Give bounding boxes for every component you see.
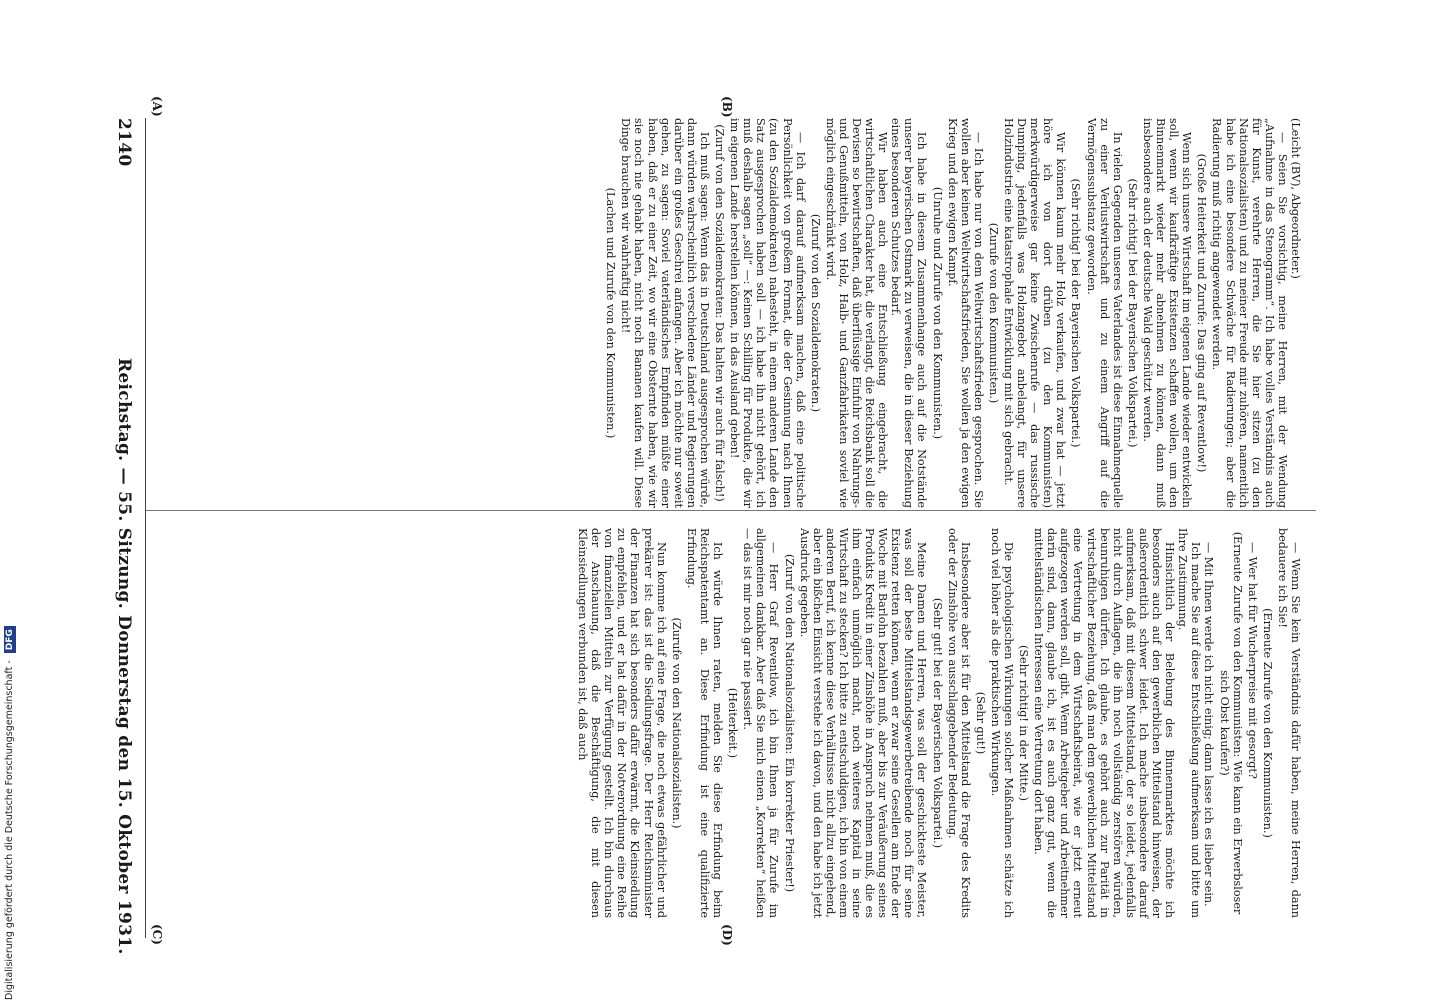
paragraph: Ich muß sagen: Wenn das in Deutschland ausgesprochen würde, dann würden wahrscheinlich verschiedene Länder und Regierungen darüber ein großes Geschrei anfangen. Aber ich möchte nur soweit gehen, zu sagen: Soviel vaterländisches Empfinden müßte einer haben, daß er zu einer Zeit, wo wir eine Obsternte haben, wie wir sie noch nie gehabt haben, nicht noch Bananen kaufen will. Diese Dinge brauchen wir wahrhaftig nicht!	[619, 118, 711, 508]
interjection: (Sehr gut!)	[973, 691, 987, 755]
paragraph: — Ich habe nur von dem Weltwirtschaftsfrieden gesprochen. Sie wollen aber keinen Weltwirtschaftsfrieden, Sie wollen ja den ewigen Krieg und den ewigen Kampf.	[945, 118, 985, 508]
paragraph: Wir haben auch eine Entschließung eingebracht, die wirtschaftlichen Charakter hat, die verlangt, die Reichsbank soll die Devisen so bewirtschaften, daß überflüssige Einfuhr von Nahrungs- und Genußmitteln, von Holz, Halb- und Ganzfabrikaten soviel wie möglich eingeschränkt wird.	[823, 118, 890, 508]
interjection: (Zurufe von den Nationalsozialisten.)	[669, 617, 683, 829]
interjection: (Große Heiterkeit und Zurufe: Das ging auf Reventlow!)	[1195, 153, 1209, 473]
interjection: (Zuruf von den Sozialdemokraten.)	[808, 213, 822, 413]
interjection: (Zurufe von den Kommunisten.)	[986, 222, 1000, 404]
interjection: (Sehr richtig! bei der Bayerischen Volkspartei.)	[1125, 178, 1139, 448]
interjection: (Heiterkeit.)	[726, 687, 740, 759]
column-divider	[146, 510, 1316, 511]
interjection: (Sehr richtig! in der Mitte.)	[1017, 644, 1031, 802]
paragraph: — Wenn Sie kein Verständnis dafür haben, meine Herren, dann bedauere ich Sie!	[1275, 528, 1302, 918]
paragraph: — Wer hat für Wucherpreise mit gesorgt?	[1245, 542, 1259, 779]
paragraph: Meine Damen und Herren, was soll der geschickteste Meister, was soll der beste Mittelstandsgewerbetreibende noch für seine Existenz retten können, wenn er zwar seine Gesellen am Ende der Woche mit Barlohn bezahlen muß, aber bis zur Veräußerung seines Produkts Kredit in einer Zinshöhe in Anspruch nehmen muß, die es ihm einfach unmöglich macht, noch weiteres Kapital in seine Wirtschaft zu stecken? Ich bitte zu entschuldigen, ich bin von einem anderen Beruf, ich kenne diese Verhältnisse nicht allzu eingehend, aber ein bißchen Einsicht verstehe ich davon, und den habe ich jetzt Ausdruck gegeben.	[797, 528, 929, 918]
interjection: (Sehr gut! bei der Bayerischen Volkspartei.)	[930, 597, 944, 849]
margin-mark-d: (D)	[720, 924, 734, 946]
paragraph: — Ich darf darauf aufmerksam machen, daß eine politische Persönlichkeit von großem Format, die der Gesinnung nach Ihnen (zu den Sozialdemokraten) nahesteht, in einem anderen Lande den Satz ausgesprochen haben soll — ich habe ihn nicht gehört, ich muß deshalb sagen „soll“ —: Keinen Schilling für Produkte, die wir im eigenen Lande herstellen können, in das Ausland geben!	[728, 118, 807, 508]
paragraph: (Leicht (BV), Abgeordneter.)	[1289, 118, 1302, 279]
page-number: 2140	[114, 118, 134, 167]
interjection: (Erneute Zurufe von den Kommunisten.)	[1260, 608, 1274, 838]
footer-text: Digitalisierung gefördert durch die Deutsche Forschungsgemeinschaft -	[4, 660, 15, 1000]
margin-mark-a: (A)	[150, 96, 164, 117]
interjection: (Sehr richtig! bei der Bayerischen Volkspartei.)	[1069, 178, 1083, 448]
paragraph: — Herr Graf Reventlow, ich bin Ihnen ja für Zurufe im allgemeinen dankbar. Aber daß Sie mich einen „Korrekten“ heißen — das ist mir noch gar nie passiert.	[741, 528, 781, 918]
page-header	[114, 118, 134, 978]
paragraph: — Mit Ihnen werde ich nicht einig; dann lasse ich es lieber sein.	[1202, 542, 1216, 907]
left-column	[602, 118, 1302, 508]
interjection: (Zuruf von den Sozialdemokraten: Das halten wir auch für falsch!)	[713, 124, 727, 502]
paragraph: In vielen Gegenden unseres Vaterlandes ist diese Einnahmequelle zu einer Verlustwirtschaft und zu einem Angriff auf die Vermögenssubstanz geworden.	[1084, 118, 1124, 508]
paragraph: Insbesondere aber ist für den Mittelstand die Frage des Kredits oder der Zinshöhe von ausschlaggebender Bedeutung.	[945, 528, 972, 918]
paragraph: Ich habe in diesem Zusammenhange auch auf die Notstände unserer bayerischen Ostmark zu verweisen, die in dieser Beziehung eines besonderen Schutzes bedarf.	[889, 118, 929, 508]
paragraph: — Seien Sie vorsichtig, meine Herren, mit der Wendung „Aufnahme in das Stenogramm“. Ich habe volles Verständnis auch für Kunst, verehrte Herren, die Sie hier sitzen (zu den Nationalsozialisten) und zu meiner Freude mir zuhören, namentlich habe ich eine besondere Schwäche für Radierungen; aber die Radierung muß richtig angewendet werden.	[1210, 118, 1289, 508]
digitization-footer	[2, 600, 18, 1000]
page-title: Reichstag. — 55. Sitzung. Donnerstag den 15. Oktober 1931.	[114, 358, 134, 955]
paragraph: Wir können kaum mehr Holz verkaufen, und zwar hat — jetzt höre ich von dort drüben (zu den Kommunisten) merkwürdigerweise gar keine Zwischenrufe — das russische Dumping, jedenfalls was Holzangebot anbelangt, für unsere Holzindustrie eine katastrophale Entwicklung mit sich gebracht.	[1002, 118, 1068, 508]
interjection: (Zuruf von den Nationalsozialisten: Ein korrekter Priester!)	[782, 553, 796, 893]
margin-mark-c: (C)	[150, 924, 164, 945]
right-column	[576, 528, 1302, 918]
interjection: (Unruhe und Zurufe von den Kommunisten.)	[930, 186, 944, 440]
margin-mark-b: (B)	[720, 96, 734, 118]
interjection: (Erneute Zurufe von den Kommunisten: Wie kann ein Erwerbsloser sich Obst kaufen?)	[1217, 531, 1244, 915]
paragraph: Ich würde Ihnen raten, melden Sie diese Erfindung beim Reichspatentamt an. Diese Erfindung ist eine qualifizierte Erfindung.	[684, 528, 725, 918]
paragraph: Ich mache Sie auf diese Entschließung aufmerksam und bitte um Ihre Zustimmung.	[1176, 528, 1203, 918]
dfg-logo: DFG	[4, 626, 16, 653]
interjection: (Lachen und Zurufe von den Kommunisten.)	[604, 187, 618, 439]
header-rule	[145, 118, 146, 938]
paragraph: Wenn sich unsere Wirtschaft im eigenen Lande wieder entwickeln soll, wenn wir kaufkräftige Existenzen schaffen wollen, um den Binnenmarkt wieder mehr abnehmen zu können, dann muß insbesondere auch der deutsche Wald geschützt werden.	[1140, 118, 1194, 508]
paragraph: Hinsichtlich der Belebung des Binnenmarktes möchte ich besonders auch auf den gewerblichen Mittelstand hinweisen, der außerordentlich schwer leidet. Ich mache insbesondere darauf aufmerksam, daß mit diesem Mittelstand, der so leidet, jedenfalls nicht durch Auflagen, die ihn noch vollständig zerstören würden, beunruhigen dürfen. Ich glaube, es gehört auch zur Parität in wirtschaftlicher Beziehung, daß man dem gewerblichen Mittelstand eine Vertretung in dem Wirtschaftsbeirat, wie er jetzt erneut aufgezogen werden soll, gibt. Wenn Arbeitgeber und Arbeitnehmer darin sind, dann, glaube ich, ist es auch ganz gut, wenn die mittelständischen Interessen eine Vertretung dort haben.	[1032, 528, 1177, 918]
paragraph: Die psychologischen Wirkungen solcher Maßnahmen schätze ich noch viel höher als die praktischen Wirkungen.	[988, 528, 1016, 918]
paragraph: Nun komme ich auf eine Frage, die noch etwas gefährlicher und prekärer ist: das ist die Siedlungsfrage. Der Herr Reichsminister der Finanzen hat sich besonders dafür erwärmt, die Kleinsiedlung zu empfehlen, und er hat dafür in der Notverordnung eine Reihe von finanziellen Mitteln zur Verfügung gestellt. Ich bin durchaus der Anschauung, daß die Beschäftigung, die mit diesen Kleinsiedlungen verbunden ist, daß auch	[576, 528, 668, 918]
